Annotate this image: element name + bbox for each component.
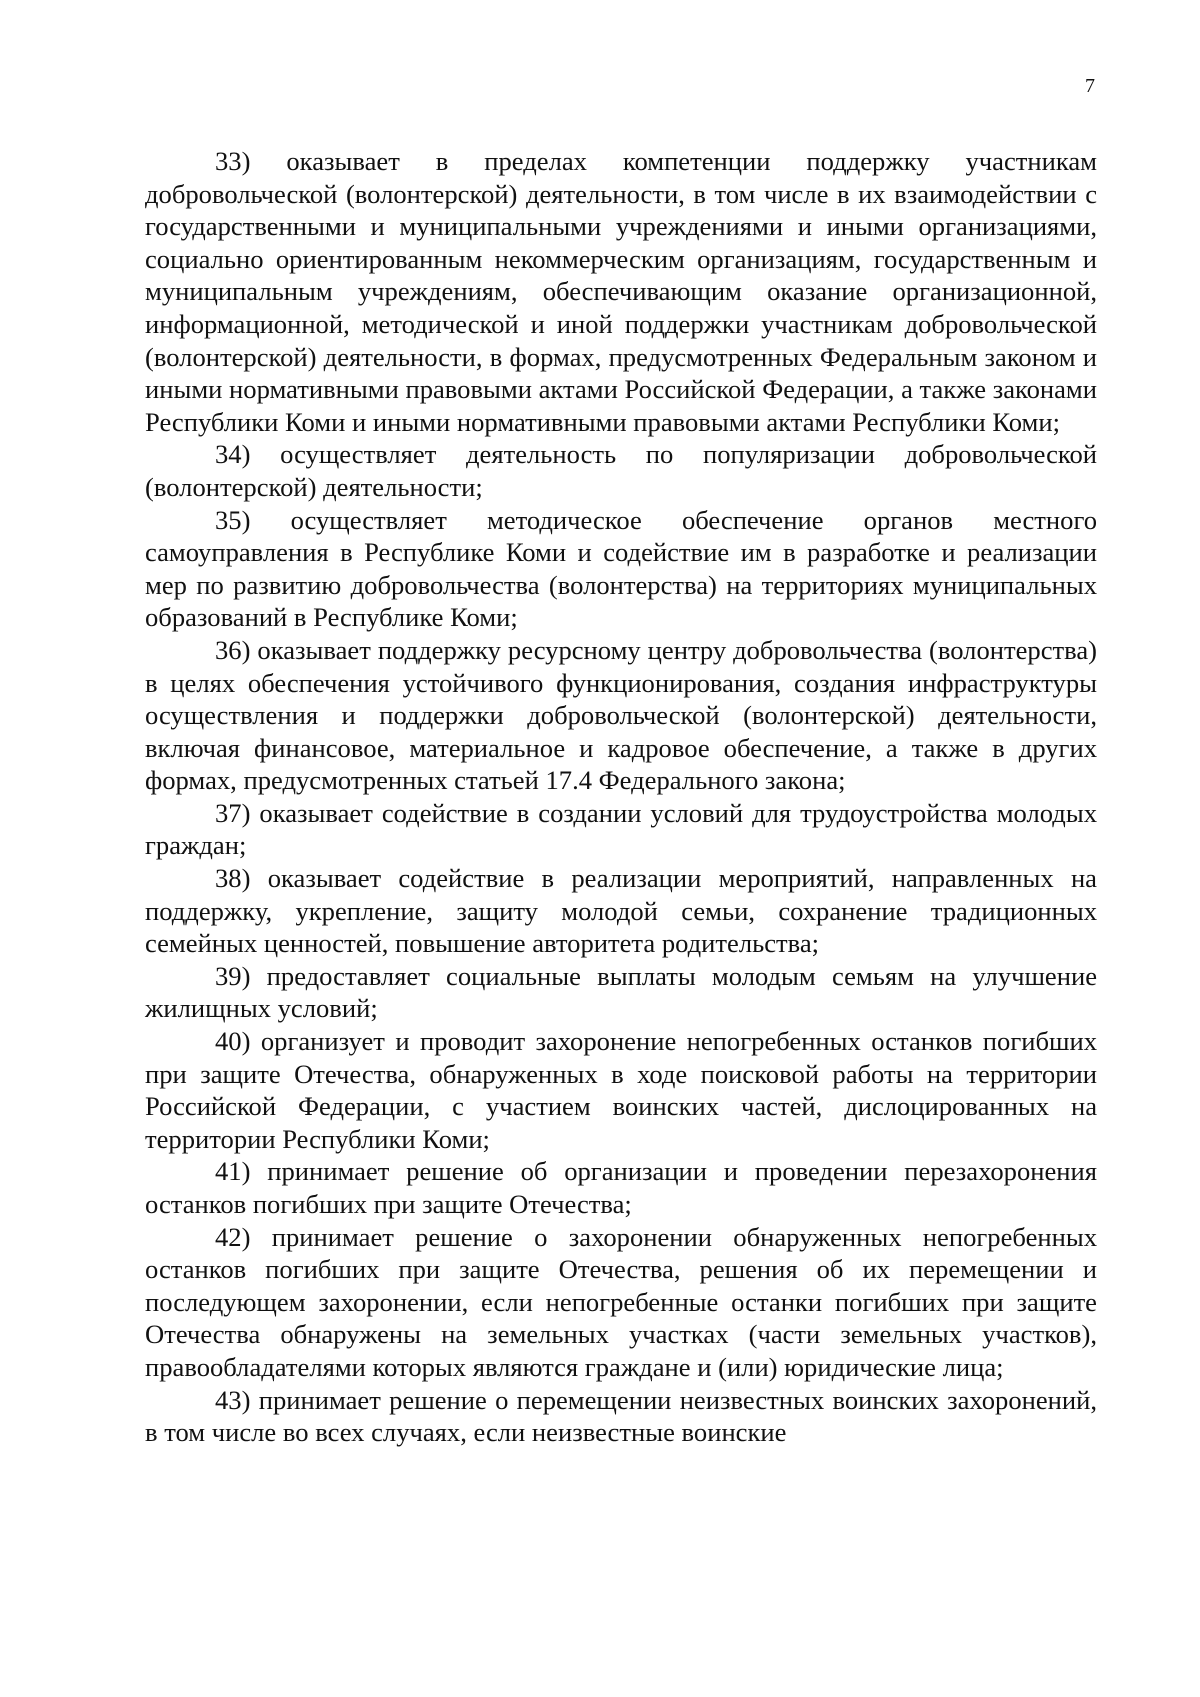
paragraph-item-34: 34) осуществляет деятельность по популяризации добровольческой (волонтерской) деятельности;: [145, 439, 1097, 502]
paragraph-item-41: 41) принимает решение об организации и проведении перезахоронения останков погибших при защите Отечества;: [145, 1156, 1097, 1219]
paragraph-item-42: 42) принимает решение о захоронении обнаруженных непогребенных останков погибших при защите Отечества, решения об их перемещении и последующем захоронении, если непогребенные останки погибших при защите Отечества обнаружены на земельных участках (части земельных участков), правообладателями которых являются граждане и (или) юридические лица;: [145, 1221, 1097, 1382]
paragraph-item-39: 39) предоставляет социальные выплаты молодым семьям на улучшение жилищных условий;: [145, 960, 1097, 1024]
page-number: 7: [1085, 75, 1095, 97]
paragraph-item-38: 38) оказывает содействие в реализации мероприятий, направленных на поддержку, укрепление, защиту молодой семьи, сохранение традиционных семейных ценностей, повышение авторитета родительства;: [145, 863, 1097, 959]
paragraph-item-35: 35) осуществляет методическое обеспечение органов местного самоуправления в Республике Коми и содействие им в разработке и реализации мер по развитию добровольчества (волонтерства) на территориях муниципальных образований в Республике Коми;: [145, 504, 1097, 633]
paragraph-item-40: 40) организует и проводит захоронение непогребенных останков погибших при защите Отечества, обнаруженных в ходе поисковой работы на территории Российской Федерации, с участием воинских частей, дислоцированных на территории Республики Коми;: [145, 1026, 1097, 1154]
paragraph-item-33: 33) оказывает в пределах компетенции поддержку участникам добровольческой (волонтерской) деятельности, в том числе в их взаимодействии с государственными и муниципальными учреждениями и иными организациями, социально ориентированным некоммерческим организациям, государственным и муниципальным учреждениям, обеспечивающим оказание организационной, информационной, методической и иной поддержки участникам добровольческой (волонтерской) деятельности, в формах, предусмотренных Федеральным законом и иными нормативными правовыми актами Российской Федерации, а также законами Республики Коми и иными нормативными правовыми актами Республики Коми;: [145, 146, 1097, 437]
paragraph-item-37: 37) оказывает содействие в создании условий для трудоустройства молодых граждан;: [145, 797, 1097, 861]
paragraph-item-36: 36) оказывает поддержку ресурсному центру добровольчества (волонтерства) в целях обеспечения устойчивого функционирования, создания инфраструктуры осуществления и поддержки добровольческой (волонтерской) деятельности, включая финансовое, материальное и кадровое обеспечение, а также в других формах, предусмотренных статьей 17.4 Федерального закона;: [145, 634, 1097, 796]
paragraph-item-43: 43) принимает решение о перемещении неизвестных воинских захоронений, в том числе во всех случаях, если неизвестные воинские: [145, 1384, 1097, 1448]
document-body: [145, 145, 1097, 1449]
